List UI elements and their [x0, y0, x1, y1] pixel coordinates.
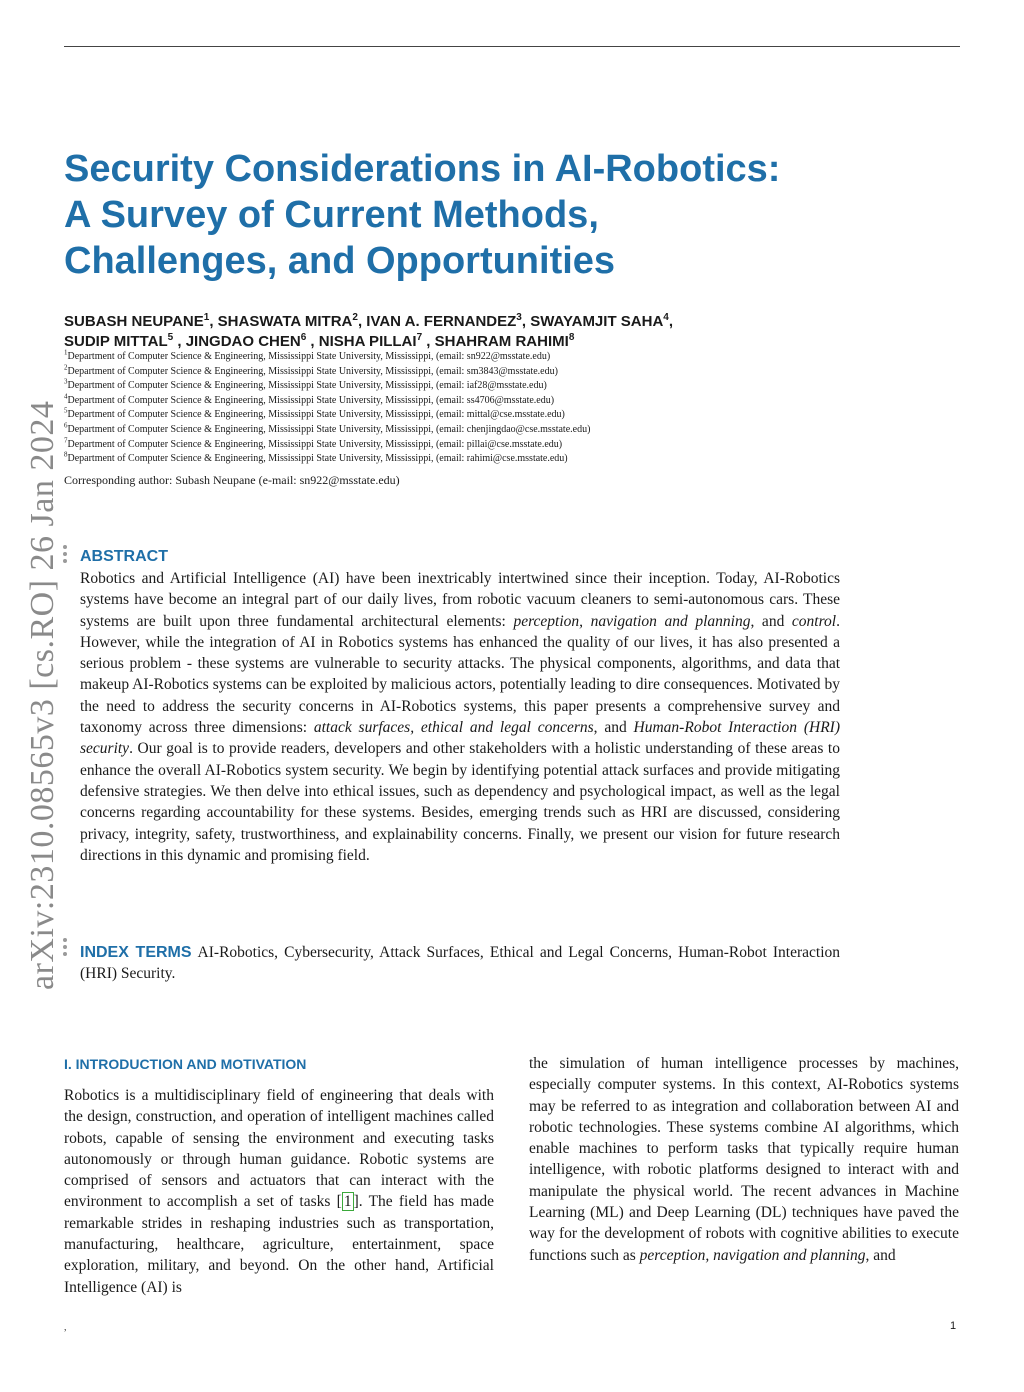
author-list: SUBASH NEUPANE$^1$, SHASWATA MITRA$^2$, IVAN A. FERNANDEZ$^3$, SWAYAMJIT SAHA$^4$, SUDIP MITTAL$^5$ , JINGDAO CHEN$^6$ , NISHA PILLAI$^7$ , SHAHRAM RAHIMI$^8$	[64, 312, 674, 350]
affiliation	[64, 452, 944, 467]
affiliation-sup: 2	[64, 363, 68, 372]
citation-link[interactable]: 1	[343, 1193, 352, 1211]
affiliation-text: Department of Computer Science & Engineering, Mississippi State University, Mississippi, (email: chenjingdao@cse.msstate.edu)	[67, 423, 591, 435]
index-terms	[80, 942, 840, 985]
author-sup: 2	[352, 312, 358, 323]
abstract-emphasis: attack surfaces, ethical and legal concerns	[313, 719, 594, 737]
affiliation-sup: 4	[64, 392, 68, 401]
affiliation	[64, 350, 944, 365]
header-rule	[64, 46, 960, 47]
title-line: Security Considerations in AI-Robotics:	[64, 148, 781, 190]
affiliation-sup: 1	[64, 348, 68, 357]
abstract-text-part: . However, while the integration of AI in Robotics systems has enhanced the quality of our lives, it has also presented a serious problem - these systems are vulnerable to security attacks. The physical components, algorithms, and data that makeup AI-Robotics systems can be exploited by malicious actors, potentially leading to dire consequences. Motivated by the need to address the security concerns in AI-Robotics systems, this paper presents a comprehensive survey and taxonomy across three dimensions:	[80, 612, 840, 737]
abstract-emphasis: Human-Robot Interaction (HRI) security	[80, 719, 840, 758]
author-name: JINGDAO CHEN	[185, 333, 301, 350]
arxiv-stamp: arXiv:2310.08565v3 [cs.RO] 26 Jan 2024	[24, 400, 61, 990]
affiliation-text: Department of Computer Science & Engineering, Mississippi State University, Mississippi, (email: sm3843@msstate.edu)	[67, 365, 558, 377]
affiliation	[64, 394, 944, 409]
affiliation-text: Department of Computer Science & Engineering, Mississippi State University, Mississippi, (email: sn922@msstate.edu)	[67, 351, 551, 362]
abstract-text-part: . Our goal is to provide readers, developers and other stakeholders with a holistic understanding of these areas to enhance the overall AI-Robotics system security. We begin by identifying potential attack surfaces and provide mitigating defensive strategies. We then delve into ethical issues, such as dependency and psychological impact, as well as the legal concerns regarding accountability for these systems. Besides, emerging trends such as HRI are discussed, considering privacy, integrity, safety, trustworthiness, and explainability concerns. Finally, we present our vision for future research directions in this dynamic and promising field.	[80, 740, 840, 864]
intro-paragraph: Robotics is a multidisciplinary field of engineering that deals with the design, construction, and operation of intelligent machines called robots, capable of sensing the environment and executing tasks autonomously or through human guidance. Robotic systems are comprised of sensors and actuators that can interact with the environment to accomplish a set of tasks [ 1 ]. The field has made remarkable strides in reshaping industries such as transportation, manufacturing, healthcare, agriculture, entertainment, space exploration, military, and beyond. On the other hand, Artificial Intelligence (AI) is	[64, 1087, 494, 1296]
intro-text-part: the simulation of human intelligence processes by machines, especially computer systems. In this context, AI-Robotics systems may be referred to as integration and collaboration between AI and robotic technologies. These systems combine AI algorithms, which enable machines to perform tasks that typically require human intelligence, with robotic platforms designed to interact with and manipulate the physical world. The recent advances in Machine Learning (ML) and Deep Learning (DL) techniques have paved the way for the development of robots with cognitive abilities to execute functions such as	[529, 1055, 959, 1264]
intro-right-column	[529, 1053, 959, 1266]
affiliation-sup: 8	[64, 450, 68, 459]
paper-title	[64, 146, 944, 284]
affiliation-sup: 7	[64, 436, 68, 445]
affiliation	[64, 423, 944, 438]
affiliation	[64, 408, 944, 423]
author-name: NISHA PILLAI	[318, 333, 417, 350]
abstract-section	[80, 546, 840, 866]
abstract-emphasis: perception, navigation and planning	[513, 612, 751, 630]
page-number: 1	[950, 1320, 957, 1332]
affiliation-sup: 3	[64, 377, 68, 386]
intro-text-part: . The field has made remarkable strides in reshaping industries such as transportation, manufacturing, healthcare, agriculture, entertainment, space exploration, military, and beyond. On the other hand, Artificial Intelligence (AI) is	[64, 1193, 494, 1296]
affiliation-text: Department of Computer Science & Engineering, Mississippi State University, Mississippi, (email: mittal@cse.msstate.edu)	[67, 409, 565, 421]
abstract-text-part: Robotics and Artificial Intelligence (AI) have been inextricably intertwined since their inception. Today, AI-Robotics systems have become an integral part of our daily lives, from robotic vacuum cleaners to semi-autonomous cars. These systems are built upon three fundamental architectural elements:	[80, 570, 840, 630]
affiliation	[64, 365, 944, 380]
author-sup: 8	[568, 332, 575, 343]
author-name: SUBASH NEUPANE	[64, 313, 204, 330]
author-name: SHAHRAM RAHIMI	[434, 333, 569, 350]
affiliation-text: Department of Computer Science & Engineering, Mississippi State University, Mississippi, (email: pillai@cse.msstate.edu)	[67, 438, 563, 450]
author-name: SUDIP MITTAL	[64, 333, 168, 350]
affiliation-text: Department of Computer Science & Engineering, Mississippi State University, Mississippi, (email: ss4706@msstate.edu)	[67, 394, 555, 406]
abstract-text	[80, 568, 840, 866]
abstract-marker-dots	[63, 545, 69, 566]
intro-emphasis: perception, navigation and planning	[639, 1246, 866, 1264]
author-name: SHASWATA MITRA	[217, 313, 353, 330]
author-name: IVAN A. FERNANDEZ	[366, 313, 517, 330]
title-line: A Survey of Current Methods,	[64, 194, 599, 236]
affiliation	[64, 379, 944, 394]
intro-paragraph	[529, 1053, 959, 1266]
author-sup: 4	[663, 312, 669, 323]
abstract-text-part: , and	[750, 612, 792, 630]
author-name: SWAYAMJIT SAHA	[530, 313, 664, 330]
index-marker-dots	[63, 938, 69, 959]
abstract-text-part: , and	[593, 719, 634, 737]
index-terms-text: AI-Robotics, Cybersecurity, Attack Surfaces, Ethical and Legal Concerns, Human-Robot Interaction (HRI) Security.	[80, 944, 841, 983]
abstract-heading: ABSTRACT	[80, 548, 168, 565]
title-line: Challenges, and Opportunities	[64, 240, 616, 282]
intro-left-column	[64, 1053, 494, 1298]
intro-heading: I. INTRODUCTION AND MOTIVATION	[64, 1056, 307, 1072]
author-sup: 1	[203, 312, 210, 323]
intro-text-part: , and	[865, 1246, 896, 1264]
footer-left-mark: ,	[64, 1322, 67, 1333]
author-sup: 6	[300, 332, 307, 343]
intro-text-part: Robotics is a multidisciplinary field of engineering that deals with the design, construction, and operation of intelligent machines called robots, capable of sensing the environment and executing tasks autonomously or through human guidance. Robotic systems are comprised of sensors and actuators that can interact with the environment to accomplish a set of tasks	[64, 1087, 494, 1211]
author-sup: 5	[167, 332, 174, 343]
affiliation-text: Department of Computer Science & Engineering, Mississippi State University, Mississippi, (email: iaf28@msstate.edu)	[67, 380, 547, 392]
index-terms-heading: INDEX TERMS	[80, 944, 192, 961]
author-sup: 7	[416, 332, 423, 343]
corresponding-author: Corresponding author: Subash Neupane (e-mail: sn922@msstate.edu)	[64, 473, 400, 487]
affiliation-list	[64, 350, 944, 467]
author-sup: 3	[516, 312, 522, 323]
affiliation	[64, 438, 944, 453]
affiliation-sup: 6	[64, 421, 68, 430]
affiliation-sup: 5	[64, 407, 68, 416]
abstract-emphasis: control	[791, 612, 837, 630]
affiliation-text: Department of Computer Science & Engineering, Mississippi State University, Mississippi, (email: rahimi@cse.msstate.edu)	[67, 453, 568, 465]
